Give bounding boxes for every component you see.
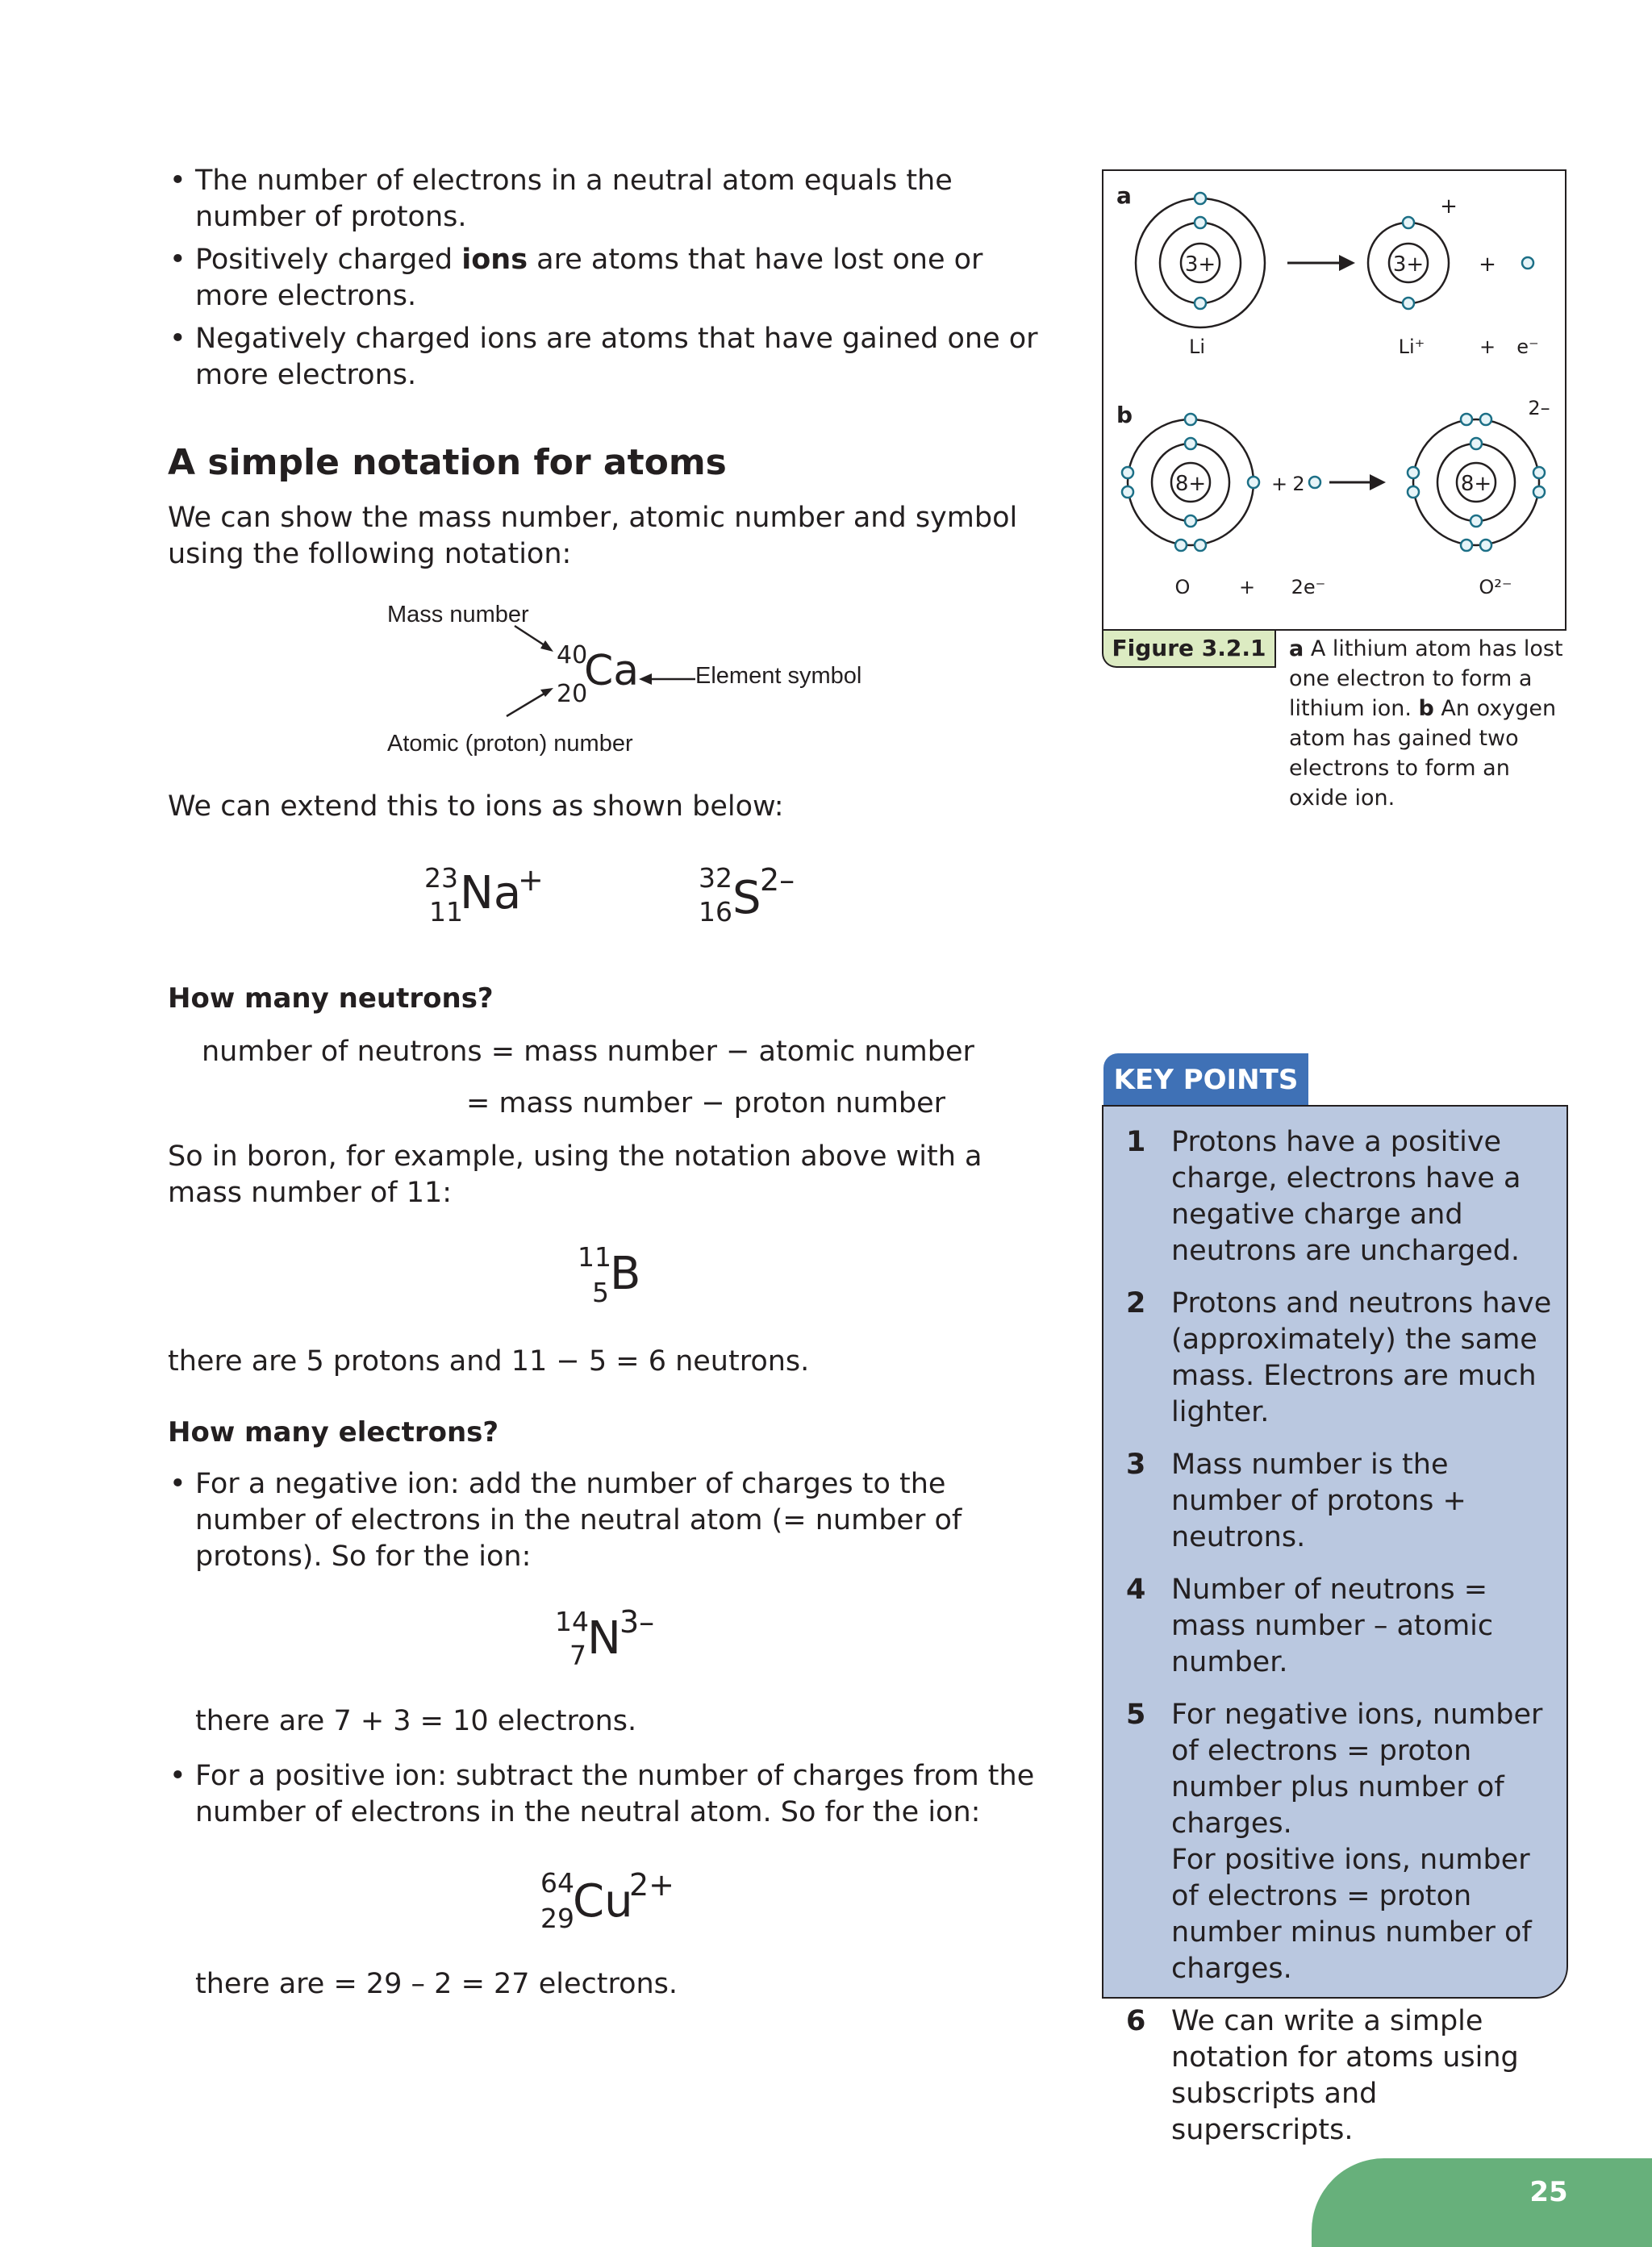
lithium-ion-nucleus-charge: 3+ — [1392, 252, 1425, 277]
lithium-ion-label: Li⁺ — [1398, 336, 1425, 358]
two-electrons-label: 2e⁻ — [1291, 576, 1326, 598]
section-heading: A simple notation for atoms — [168, 442, 727, 483]
neutron-equation-line-1: number of neutrons = mass number − atomic number — [202, 1036, 974, 1068]
figure-number-tab: Figure 3.2.1 — [1102, 631, 1276, 668]
electrons-heading: How many electrons? — [168, 1416, 499, 1449]
intro-bullet-2: • Positively charged ions are atoms that have lost one or more electrons. — [168, 242, 1039, 315]
key-point-item: 2 Protons and neutrons have (approximately) the same mass. Electrons are much lighter. — [1126, 1287, 1552, 1428]
part-a-label: a — [1116, 182, 1132, 209]
electron — [1403, 298, 1414, 309]
oxide-ion-label: O²⁻ — [1479, 576, 1512, 598]
electron-label: e⁻ — [1516, 336, 1539, 358]
lithium-ion-charge: + — [1440, 194, 1458, 219]
lost-electron — [1522, 257, 1533, 269]
key-points-title: KEY POINTS — [1103, 1053, 1308, 1105]
element-symbol-label: Element symbol — [695, 663, 862, 689]
gained-electron — [1309, 477, 1320, 488]
key-point-item: 4 Number of neutrons = mass number – atomic number. — [1126, 1574, 1494, 1678]
key-point-item: 1 Protons have a positive charge, electrons have a negative charge and neutrons are uncharged. — [1126, 1126, 1521, 1267]
boron-intro-text: So in boron, for example, using the notation above with a mass number of 11: — [168, 1140, 982, 1209]
electron — [1195, 298, 1206, 309]
plus-sign-b-labels: + — [1238, 576, 1256, 598]
electron — [1403, 217, 1414, 228]
electron — [1195, 217, 1206, 228]
notation-intro-text: We can show the mass number, atomic number and symbol using the following notation: — [168, 502, 1018, 570]
two-electrons-count: 2 — [1292, 473, 1305, 495]
atomic-number-arrow — [507, 692, 547, 716]
extend-text: We can extend this to ions as shown below: — [168, 790, 784, 823]
neutrons-heading: How many neutrons? — [168, 982, 494, 1015]
neutron-equation-line-2: = mass number − proton number — [466, 1087, 946, 1119]
electrons-positive-bullet-list — [168, 1758, 1079, 1837]
neutrons-result-text: there are 5 protons and 11 − 5 = 6 neutrons. — [168, 1345, 810, 1378]
mass-number-label: Mass number — [387, 602, 529, 627]
atom-ion-diagram — [1103, 171, 1565, 629]
plus-sign-a: + — [1479, 252, 1496, 277]
negative-ion-bullet: • For a negative ion: add the number of charges to the number of electrons in the neutral atom (= number of protons). So for the ion: — [168, 1466, 1063, 1575]
part-b-label: b — [1116, 402, 1133, 428]
oxygen-nucleus-charge: 8+ — [1174, 472, 1207, 496]
oxygen-label: O — [1174, 576, 1191, 598]
electron — [1195, 193, 1206, 204]
plus-sign-a-labels: + — [1479, 336, 1496, 358]
key-points-list — [1126, 1124, 1554, 2165]
lithium-nucleus-charge: 3+ — [1184, 252, 1216, 277]
lithium-label: Li — [1188, 336, 1206, 358]
intro-bullet-list — [168, 163, 1039, 400]
page-number-tab — [1312, 2158, 1652, 2247]
oxide-ion-charge: 2– — [1528, 397, 1550, 419]
key-point-item: 5 For negative ions, number of electrons = proton number plus number of charges. For positive ions, number of electrons = proton number minus number of charges. — [1126, 1699, 1543, 1985]
intro-bullet-1: • The number of electrons in a neutral atom equals the number of protons. — [168, 163, 1039, 236]
key-point-item: 3 Mass number is the number of protons + neutrons. — [1126, 1449, 1466, 1553]
positive-ion-bullet: • For a positive ion: subtract the number of charges from the number of electrons in the neutral atom. So for the ion: — [168, 1758, 1079, 1831]
mass-number-arrow — [515, 626, 547, 647]
figure-3-2-1 — [1102, 169, 1566, 631]
electrons-negative-bullet-list — [168, 1466, 1063, 1582]
atomic-number-label: Atomic (proton) number — [387, 731, 633, 757]
positive-result-text: there are = 29 – 2 = 27 electrons. — [195, 1968, 678, 2000]
key-point-item: 6 We can write a simple notation for atoms using subscripts and superscripts. — [1126, 2005, 1519, 2146]
page-number: 25 — [1529, 2176, 1568, 2208]
negative-result-text: there are 7 + 3 = 10 electrons. — [195, 1705, 637, 1737]
figure-caption: a A lithium atom has lost one electron to form a lithium ion. b An oxygen atom has gained two electrons to form an oxide ion. — [1289, 636, 1563, 811]
oxide-nucleus-charge: 8+ — [1460, 472, 1492, 496]
ions-term: ions — [461, 244, 528, 276]
plus-sign-b: + — [1270, 473, 1288, 495]
intro-bullet-3: • Negatively charged ions are atoms that have gained one or more electrons. — [168, 321, 1039, 394]
